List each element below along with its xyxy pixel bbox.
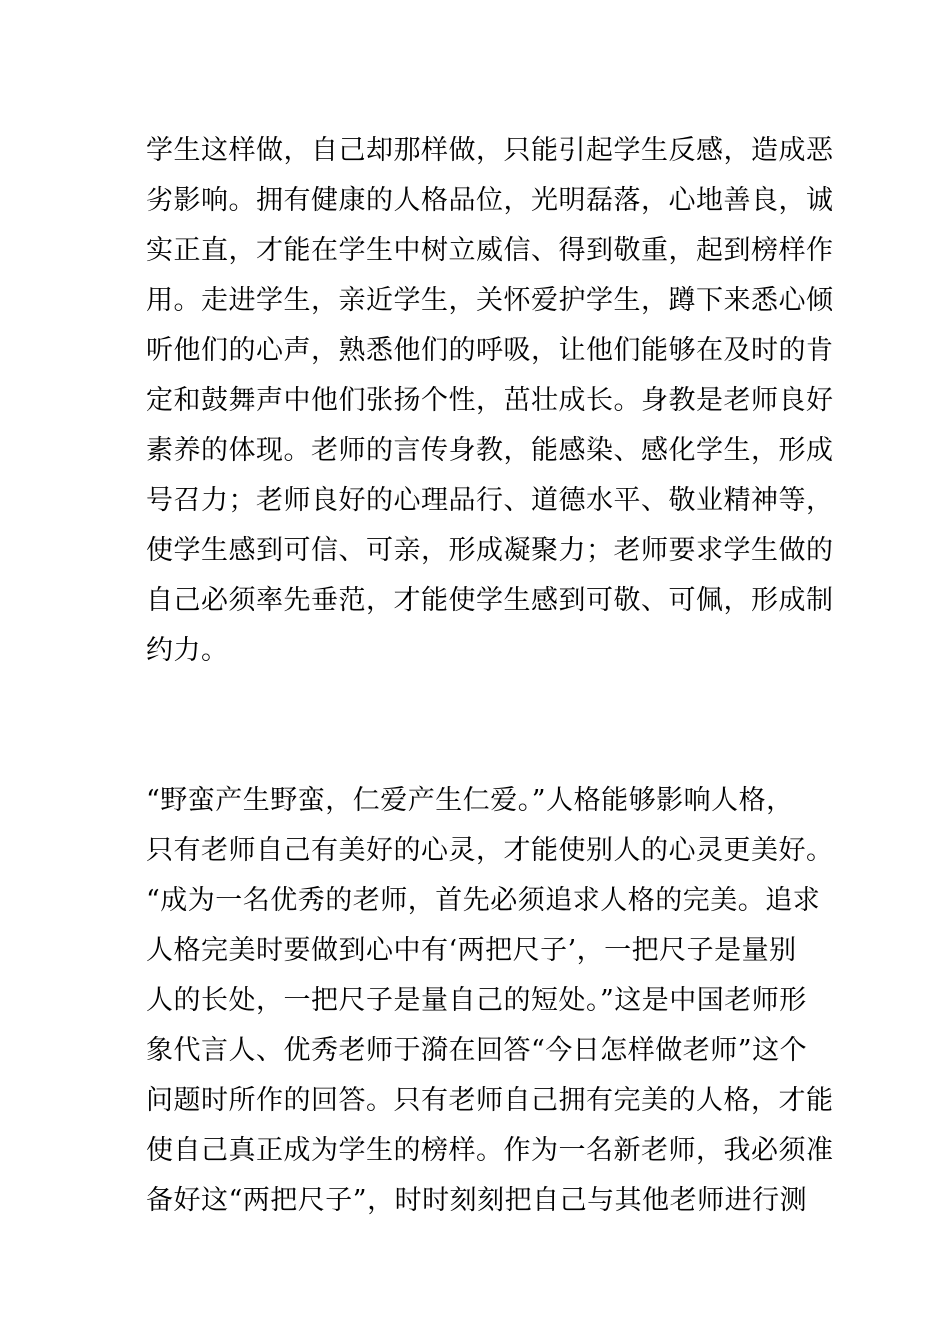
- text-line: 使学生感到可信、可亲，形成凝聚力；老师要求学生做的: [146, 535, 834, 566]
- text-line: 问题时所作的回答。只有老师自己拥有完美的人格，才能: [146, 1085, 834, 1116]
- text-line: 实正直，才能在学生中树立威信、得到敬重，起到榜样作: [146, 235, 834, 266]
- text-line: 用。走进学生，亲近学生，关怀爱护学生，蹲下来悉心倾: [146, 285, 834, 316]
- paragraph-2: [146, 776, 834, 1226]
- text-line: 备好这“两把尺子”，时时刻刻把自己与其他老师进行测: [146, 1185, 808, 1216]
- text-line: 听他们的心声，熟悉他们的呼吸，让他们能够在及时的肯: [146, 335, 834, 366]
- text-line: 学生这样做，自己却那样做，只能引起学生反感，造成恶: [146, 135, 834, 166]
- text-line: “成为一名优秀的老师，首先必须追求人格的完美。追求: [146, 885, 821, 916]
- text-line: 劣影响。拥有健康的人格品位，光明磊落，心地善良，诚: [146, 185, 834, 216]
- paragraph-1: [146, 126, 834, 676]
- text-line: 号召力；老师良好的心理品行、道德水平、敬业精神等，: [146, 485, 834, 516]
- text-line: “野蛮产生野蛮，仁爱产生仁爱。”人格能够影响人格，: [146, 785, 794, 816]
- text-line: 定和鼓舞声中他们张扬个性，茁壮成长。身教是老师良好: [146, 385, 834, 416]
- text-line: 象代言人、优秀老师于漪在回答“今日怎样做老师”这个: [146, 1035, 808, 1066]
- text-line: 素养的体现。老师的言传身教，能感染、感化学生，形成: [146, 435, 834, 466]
- text-line: 只有老师自己有美好的心灵，才能使别人的心灵更美好。: [146, 835, 834, 866]
- text-line: 约力。: [146, 635, 229, 666]
- text-line: 自己必须率先垂范，才能使学生感到可敬、可佩，形成制: [146, 585, 834, 616]
- text-line: 使自己真正成为学生的榜样。作为一名新老师，我必须准: [146, 1135, 834, 1166]
- text-line: 人格完美时要做到心中有‘两把尺子’，一把尺子是量别: [146, 935, 797, 966]
- text-line: 人的长处，一把尺子是量自己的短处。”这是中国老师形: [146, 985, 807, 1016]
